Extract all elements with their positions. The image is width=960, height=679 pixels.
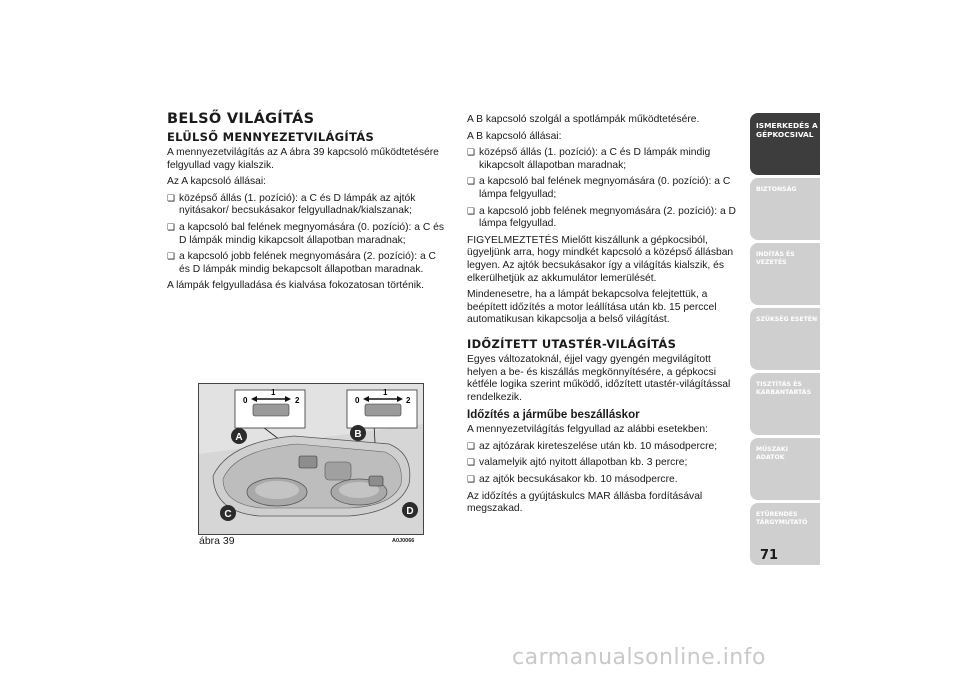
list-item: ❏ középső állás (1. pozíció): a C és D lámpák mindig kikapcsolt állapotban maradnak; bbox=[467, 147, 743, 172]
entry-title: Időzítés a járműbe beszálláskor bbox=[467, 409, 640, 422]
label-c: C bbox=[224, 509, 232, 520]
list-item: ❏ a kapcsoló bal felének megnyomására (0. pozíció): a C lámpa felgyullad; bbox=[467, 176, 743, 201]
chapter-tabs bbox=[750, 113, 820, 568]
switch-mark: 2 bbox=[406, 396, 411, 405]
figure-code: A0J0066 bbox=[392, 538, 415, 544]
b-positions-label: A B kapcsoló állásai: bbox=[467, 130, 562, 142]
entry-closing: Az időzítés a gyújtáskulcs MAR állásba fordításával megszakad. bbox=[467, 490, 703, 515]
switch-mark: 1 bbox=[271, 388, 276, 397]
tab-targymutato[interactable]: ETŰRENDES TÁRGYMUTATÓ bbox=[750, 503, 820, 565]
note-paragraph: Mindenesetre, ha a lámpát bekapcsolva felejtettük, a beépített időzítés a motor leállítása után kb. 15 perccel automatikusan kikapcsolja a belső világítást. bbox=[467, 289, 717, 326]
left-column bbox=[167, 110, 449, 297]
tab-szukseg[interactable]: SZÜKSÉG ESETÉN bbox=[750, 308, 820, 370]
positions-label: Az A kapcsoló állásai: bbox=[167, 176, 267, 188]
figure-39 bbox=[198, 383, 424, 535]
entry-intro: A mennyezetvilágítás felgyullad az alábbi esetekben: bbox=[467, 424, 708, 436]
list-item: ❏ középső állás (1. pozíció): a C és D lámpák az ajtók nyitásakor/ becsukásakor felgyulladnak/kialszanak; bbox=[167, 193, 449, 218]
label-d: D bbox=[406, 506, 414, 517]
switch-mark: 1 bbox=[383, 388, 388, 397]
list-item: ❏ a kapcsoló jobb felének megnyomására (2. pozíció): a C és D lámpák mindig bekapcsolt állapotban maradnak. bbox=[167, 251, 449, 276]
list-item: ❏ valamelyik ajtó nyitott állapotban kb. 3 percre; bbox=[467, 457, 743, 470]
list-item: ❏ az ajtózárak kireteszelése után kb. 10 másodpercre; bbox=[467, 441, 743, 454]
tab-biztonsag[interactable]: BIZTONSÁG bbox=[750, 178, 820, 240]
timer-paragraph: Egyes változatoknál, éjjel vagy gyengén megvilágított helyen a be- és kiszállás megkönnyítésére, a gépkocsi kétféle logika szerint működő, időzített utastér-világítással rendelkezik. bbox=[467, 353, 731, 403]
label-b: B bbox=[354, 429, 362, 440]
tab-muszaki[interactable]: MŰSZAKI ADATOK bbox=[750, 438, 820, 500]
warning-paragraph: FIGYELMEZTETÉS Mielőtt kiszállunk a gépkocsiból, ügyeljünk arra, hogy mindkét kapcsoló a középső állásban legyen. Az ajtók becsukásakor így a világítás kialszik, és elkerülhetjük az akkumulátor lemerülését. bbox=[467, 234, 734, 284]
tab-inditas[interactable]: INDÍTÁS ÉS VEZETÉS bbox=[750, 243, 820, 305]
figure-caption: ábra 39 bbox=[199, 535, 235, 547]
tab-ismerkedes[interactable]: ISMERKEDÉS A GÉPKOCSIVAL bbox=[750, 113, 820, 175]
list-item: ❏ a kapcsoló jobb felének megnyomására (2. pozíció): a D lámpa felgyullad. bbox=[467, 206, 743, 231]
switch-mark: 0 bbox=[355, 396, 360, 405]
list-item: ❏ a kapcsoló bal felének megnyomására (0. pozíció): a C és D lámpák mindig kikapcsolt állapotban maradnak; bbox=[167, 222, 449, 247]
right-column bbox=[467, 114, 743, 520]
closing-paragraph: A lámpák felgyulladása és kialvása fokozatosan történik. bbox=[167, 280, 424, 292]
switch-mark: 0 bbox=[243, 396, 248, 405]
page-number: 71 bbox=[760, 548, 779, 563]
list-item: ❏ az ajtók becsukásakor kb. 10 másodpercre. bbox=[467, 474, 743, 487]
timer-title: IDŐZÍTETT UTASTÉR-VILÁGÍTÁS bbox=[467, 336, 677, 351]
watermark: carmanualsonline.info bbox=[512, 645, 766, 670]
tab-tisztitas[interactable]: TISZTÍTÁS ÉS KARBANTARTÁS bbox=[750, 373, 820, 435]
switch-mark: 2 bbox=[295, 396, 300, 405]
intro-paragraph: A mennyezetvilágítás az A ábra 39 kapcsoló működtetésére felgyullad vagy kialszik. bbox=[167, 147, 439, 171]
b-intro: A B kapcsoló szolgál a spotlámpák működtetésére. bbox=[467, 114, 700, 125]
section-title: BELSŐ VILÁGÍTÁS bbox=[167, 111, 315, 127]
ceiling-light-illustration bbox=[199, 384, 423, 534]
label-a: A bbox=[235, 432, 243, 443]
section-subtitle: ELÜLSŐ MENNYEZETVILÁGÍTÁS bbox=[167, 130, 375, 144]
